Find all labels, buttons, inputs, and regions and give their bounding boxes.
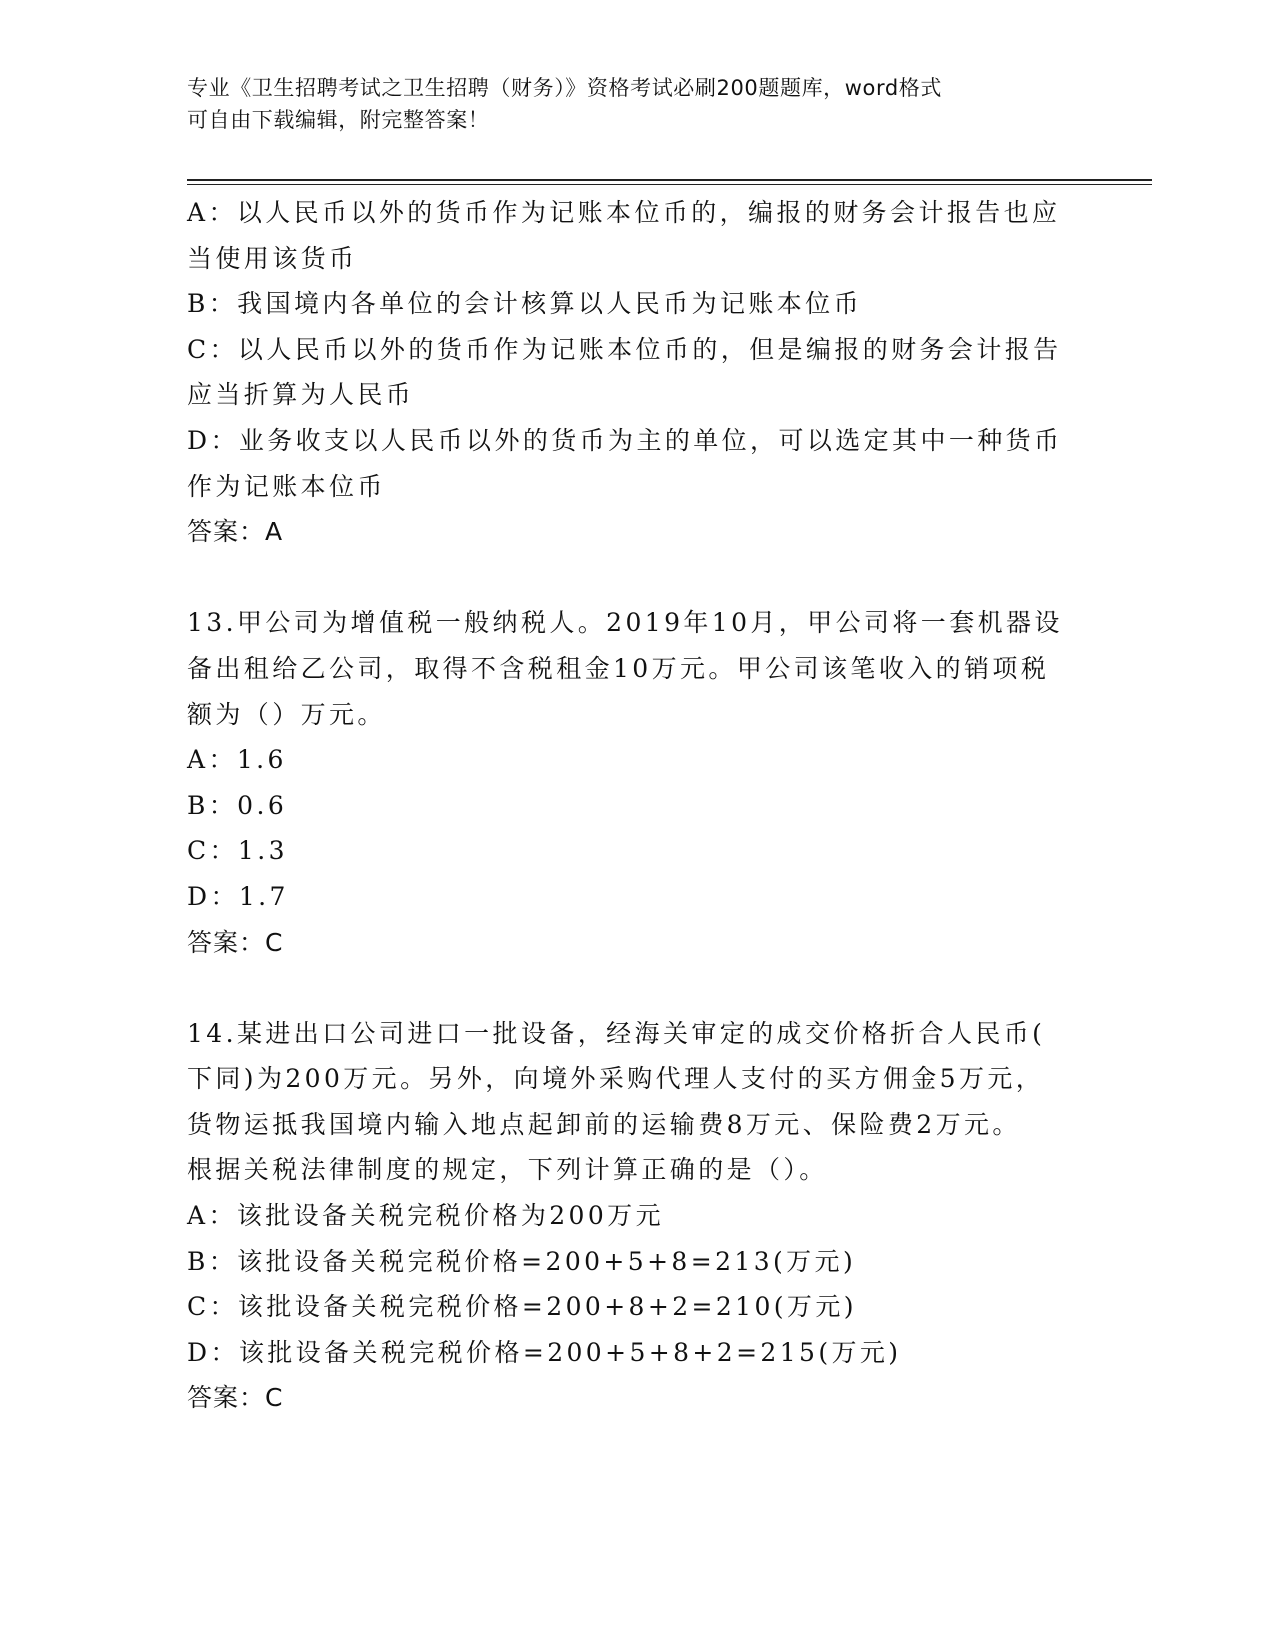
option-c-line-2: 应当折算为人民币	[187, 380, 415, 410]
answer-label: 答案：C	[187, 927, 284, 957]
header-line-1: 专业《卫生招聘考试之卫生招聘（财务）》资格考试必刷200题题库，word格式	[187, 76, 942, 100]
answer-label: 答案：C	[187, 1383, 284, 1413]
answer-label: 答案：A	[187, 517, 284, 547]
question-stem-line: 13.甲公司为增值税一般纳税人。2019年10月，甲公司将一套机器设	[187, 608, 1063, 638]
question-stem-line: 根据关税法律制度的规定，下列计算正确的是（）。	[187, 1155, 828, 1185]
option-a-line-1: A：以人民币以外的货币作为记账本位币的，编报的财务会计报告也应	[187, 198, 1061, 227]
document-body	[187, 190, 1077, 1421]
question-stem-line: 下同)为200万元。另外，向境外采购代理人支付的买方佣金5万元，	[187, 1064, 1045, 1094]
option-a-line-2: 当使用该货币	[187, 243, 358, 273]
option-d: D：1.7	[187, 881, 289, 911]
option-d-line-2: 作为记账本位币	[187, 471, 386, 501]
option-a: A：1.6	[187, 745, 287, 775]
question-stem-line: 货物运抵我国境内输入地点起卸前的运输费8万元、保险费2万元。	[187, 1109, 1021, 1139]
option-c: C：1.3	[187, 836, 288, 866]
option-a: A：该批设备关税完税价格为200万元	[187, 1201, 664, 1231]
option-b: B：我国境内各单位的会计核算以人民币为记账本位币	[187, 289, 862, 319]
option-d-line-1: D：业务收支以人民币以外的货币为主的单位，可以选定其中一种货币	[187, 425, 1063, 455]
option-d: D：该批设备关税完税价格=200+5+8+2=215(万元)	[187, 1337, 902, 1367]
option-c-line-1: C：以人民币以外的货币作为记账本位币的，但是编报的财务会计报告	[187, 334, 1062, 364]
option-b: B：0.6	[187, 790, 288, 820]
question-stem-line: 额为（）万元。	[187, 699, 386, 729]
option-b: B：该批设备关税完税价格=200+5+8=213(万元)	[187, 1246, 857, 1276]
question-13-block	[187, 600, 1077, 965]
question-stem-line: 14.某进出口公司进口一批设备，经海关审定的成交价格折合人民币(	[187, 1018, 1046, 1048]
question-stem-line: 备出租给乙公司，取得不含税租金10万元。甲公司该笔收入的销项税	[187, 653, 1050, 683]
header-line-2: 可自由下载编辑，附完整答案！	[187, 108, 490, 132]
header-divider-thin	[187, 184, 1152, 185]
option-c: C：该批设备关税完税价格=200+8+2=210(万元)	[187, 1292, 857, 1322]
page-header	[187, 72, 1077, 136]
question-12-block	[187, 190, 1077, 555]
spacer	[187, 965, 1077, 1011]
header-divider-thick	[187, 179, 1152, 181]
question-14-block	[187, 1011, 1077, 1421]
spacer	[187, 555, 1077, 601]
